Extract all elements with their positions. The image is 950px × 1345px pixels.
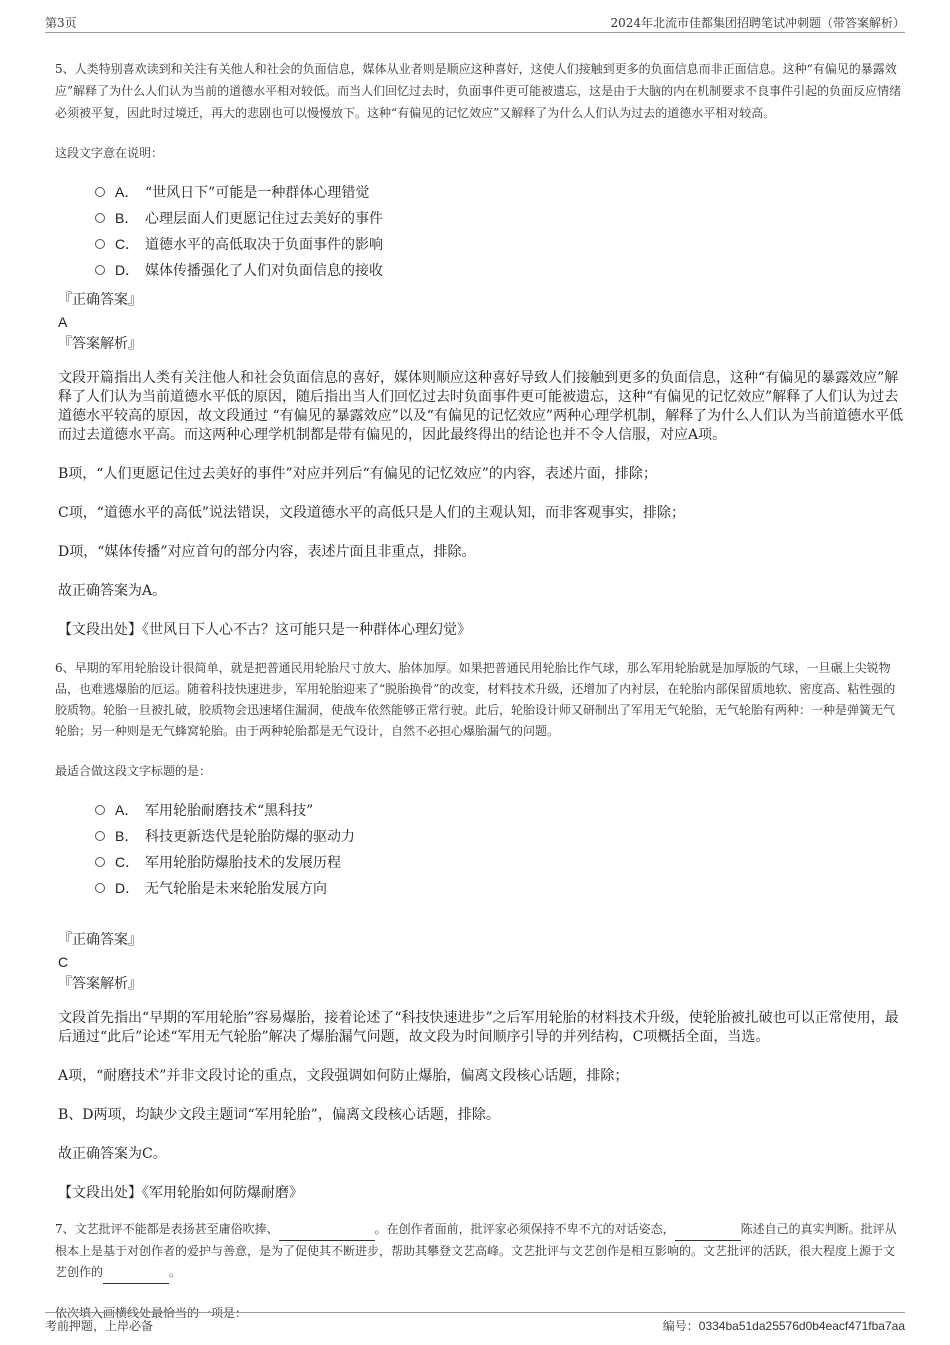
analysis-label: 『答案解析』 — [58, 336, 142, 352]
option-text: 科技更新迭代是轮胎防爆的驱动力 — [145, 829, 355, 845]
question-7 — [55, 1219, 905, 1321]
option-text: 道德水平的高低取决于负面事件的影响 — [145, 237, 383, 253]
radio-icon[interactable] — [95, 187, 105, 197]
question-6-options — [95, 797, 905, 901]
option-text: 军用轮胎防爆胎技术的发展历程 — [145, 855, 341, 871]
analysis-paragraph: 故正确答案为C。 — [58, 1146, 167, 1162]
radio-icon[interactable] — [95, 239, 105, 249]
analysis-paragraph: B项，“人们更愿记住过去美好的事件”对应并列后“有偏见的记忆效应”的内容，表述片面，排除； — [58, 466, 657, 482]
answer-value: A — [58, 314, 68, 330]
option-key: A． — [115, 802, 139, 818]
document-code: 编号：0334ba51da25576d0b4eacf471fba7aa — [662, 1319, 905, 1333]
option-key: C． — [115, 236, 140, 252]
question-6-prompt: 最适合做这段文字标题的是： — [55, 764, 212, 778]
answer-label: 『正确答案』 — [58, 292, 142, 308]
question-5-prompt: 这段文字意在说明： — [55, 146, 164, 160]
option-a[interactable] — [95, 179, 905, 205]
option-c[interactable] — [95, 231, 905, 257]
analysis-paragraph: C项，“道德水平的高低”说法错误，文段道德水平的高低只是人们的主观认知，而非客观事实，排除； — [58, 505, 686, 521]
analysis-paragraph: 文段开篇指出人类有关注他人和社会负面信息的喜好，媒体则顺应这种喜好导致人们接触到更多的负面信息，这种“有偏见的暴露效应”解释了人们认为当前道德水平低的原因，随后指出当人们回忆过去时负面事件更可能被遗忘，这种“有偏见的记忆效应”解释了人们认为过去道德水平较高的原因，故文段通过 “有偏见的暴露效应”以及“有偏见的记忆效应”两种心理学机制，解释了为什么人们认为当前道德水平低而过去道德水平高。而这两种心理学机制都是带有偏见的，因此最终得出的结论也并不令人信服，对应A项。 — [58, 370, 904, 443]
option-c[interactable] — [95, 849, 905, 875]
source-citation: 【文段出处】《军用轮胎如何防爆耐磨》 — [58, 1185, 303, 1201]
question-5-options — [95, 179, 905, 283]
question-6-stem: 6、早期的军用轮胎设计很简单，就是把普通民用轮胎尺寸放大、胎体加厚。如果把普通民用轮胎比作气球，那么军用轮胎就是加厚版的气球，一旦碾上尖锐物品，也难逃爆胎的厄运。随着科技快速进步，军用轮胎迎来了“脱胎换骨”的改变，材料技术升级，还增加了内衬层，在轮胎内部保留质地软、密度高、粘性强的胶质物。轮胎一旦被扎破，胶质物会迅速堵住漏洞，使战车依然能够正常行驶。此后，轮胎设计师又研制出了军用无气轮胎，无气轮胎有两种：一种是弹簧无气轮胎；另一种则是无气蜂窝轮胎。由于两种轮胎都是无气设计，自然不必担心爆胎漏气的问题。 — [55, 661, 896, 738]
radio-icon[interactable] — [95, 857, 105, 867]
page-number: 第3页 — [45, 16, 77, 30]
option-key: D． — [115, 880, 140, 896]
option-text: 军用轮胎耐磨技术“黑科技” — [145, 803, 314, 819]
page-footer — [45, 1312, 905, 1337]
stem-part: 陈述自己的真实判断。批评从根本上是基于对创作者的爱护与善意，是为了促使其不断进步，帮助其攀登文艺高峰。文艺批评与文艺创作是相互影响的。文艺批评的活跃，很大程度上源于文艺创作的 — [55, 1222, 897, 1279]
analysis-paragraph: A项，“耐磨技术”并非文段讨论的重点，文段强调如何防止爆胎，偏离文段核心话题，排除； — [58, 1068, 629, 1084]
answer-value: C — [58, 954, 69, 970]
option-key: C． — [115, 854, 140, 870]
question-5-stem: 5、人类特别喜欢读到和关注有关他人和社会的负面信息，媒体从业者则是顺应这种喜好，这使人们接触到更多的负面信息而非正面信息。这种“有偏见的暴露效应”解释了为什么人们认为当前的道德水平相对较低。而当人们回忆过去时，负面事件更可能被遗忘，这是由于大脑的内在机制要求不良事件引起的负面反应情绪必须被平复，因此时过境迁，再大的悲剧也可以慢慢放下。这种“有偏见的记忆效应”又解释了为什么人们认为过去的道德水平相对较高。 — [55, 62, 902, 120]
source-citation: 【文段出处】《世风日下人心不古？这可能只是一种群体心理幻觉》 — [58, 622, 471, 638]
option-key: A． — [115, 184, 139, 200]
question-6 — [55, 658, 905, 1203]
stem-part: 。 — [169, 1265, 182, 1279]
option-key: B． — [115, 210, 139, 226]
analysis-paragraph: D项，“媒体传播”对应首句的部分内容，表述片面且非重点，排除。 — [58, 544, 476, 560]
fill-blank-1 — [279, 1219, 375, 1241]
page-content — [55, 58, 905, 1339]
option-text: “世风日下”可能是一种群体心理错觉 — [145, 185, 370, 201]
analysis-paragraph: 故正确答案为A。 — [58, 583, 167, 599]
analysis-paragraph: B、D两项，均缺少文段主题词“军用轮胎”，偏离文段核心话题，排除。 — [58, 1107, 500, 1123]
option-text: 无气轮胎是未来轮胎发展方向 — [145, 881, 327, 897]
radio-icon[interactable] — [95, 213, 105, 223]
answer-label: 『正确答案』 — [58, 932, 142, 948]
option-d[interactable] — [95, 257, 905, 283]
option-text: 心理层面人们更愿记住过去美好的事件 — [145, 211, 383, 227]
radio-icon[interactable] — [95, 805, 105, 815]
question-7-stem — [55, 1219, 905, 1284]
question-7-prompt: 依次填入画横线处最恰当的一项是： — [55, 1306, 248, 1320]
option-b[interactable] — [95, 823, 905, 849]
option-b[interactable] — [95, 205, 905, 231]
option-a[interactable] — [95, 797, 905, 823]
fill-blank-3 — [103, 1262, 169, 1284]
option-d[interactable] — [95, 875, 905, 901]
analysis-paragraph: 文段首先指出“早期的军用轮胎”容易爆胎，接着论述了“科技快速进步”之后军用轮胎的材料技术升级，使轮胎被扎破也可以正常使用，最后通过“此后”论述“军用无气轮胎”解决了爆胎漏气问题，故文段为时间顺序引导的并列结构，C项概括全面，当选。 — [58, 1010, 899, 1045]
fill-blank-2 — [675, 1219, 741, 1241]
radio-icon[interactable] — [95, 265, 105, 275]
analysis-label: 『答案解析』 — [58, 976, 142, 992]
document-title: 2024年北流市佳都集团招聘笔试冲刺题（带答案解析） — [610, 16, 905, 30]
option-key: D． — [115, 262, 140, 278]
option-text: 媒体传播强化了人们对负面信息的接收 — [145, 263, 383, 279]
option-key: B． — [115, 828, 139, 844]
page-header — [45, 12, 905, 33]
radio-icon[interactable] — [95, 831, 105, 841]
stem-part: 。在创作者面前，批评家必须保持不卑不亢的对话姿态， — [374, 1222, 675, 1236]
stem-part: 7、文艺批评不能都是表扬甚至庸俗吹捧、 — [55, 1222, 279, 1236]
question-5 — [55, 58, 905, 640]
footer-slogan: 考前押题，上岸必备 — [45, 1319, 154, 1333]
radio-icon[interactable] — [95, 883, 105, 893]
